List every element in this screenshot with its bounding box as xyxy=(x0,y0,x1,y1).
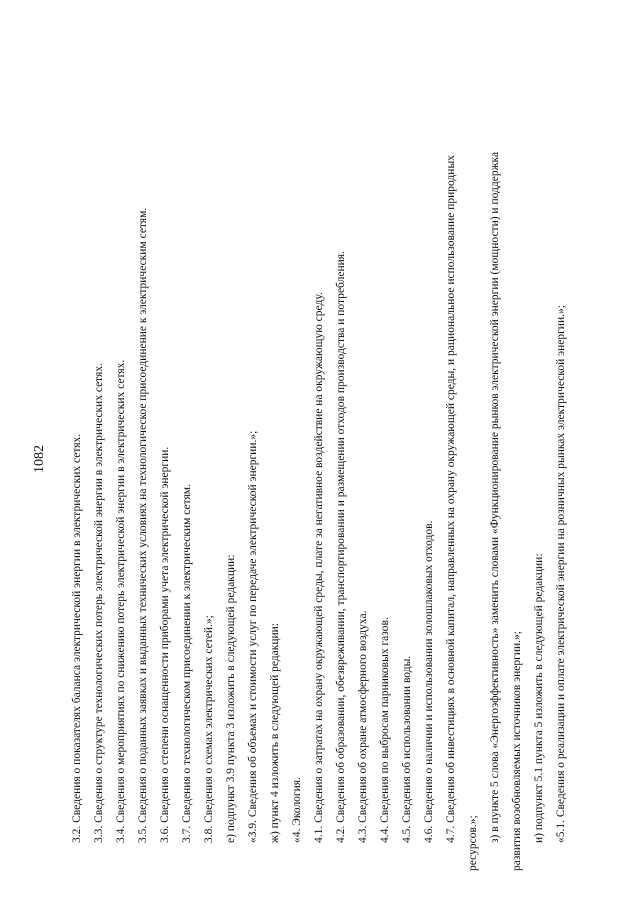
text-line-4-4: 4.4. Сведения по выбросам парниковых газов. xyxy=(379,617,391,843)
text-line-3-5: 3.5. Сведения о поданных заявках и выданных технических условиях на технологическое присоединение к электрическим сетям. xyxy=(137,207,149,843)
text-line-4-1: 4.1. Сведения о затратах на охрану окружающей среды, плате за негативное воздействие на окружающую среду. xyxy=(313,292,325,843)
text-line-amend-zh: ж) пункт 4 изложить в следующей редакции: xyxy=(269,623,281,843)
text-line-4-7: 4.7. Сведения об инвестициях в основной капитал, направленных на охрану окружающей среды, и рациональное использование природных xyxy=(445,155,457,843)
page-number: 1082 xyxy=(32,445,47,473)
text-line-amend-i: и) подпункт 5.1 пункта 5 изложить в следующей редакции: xyxy=(533,553,545,843)
text-line-4-3: 4.3. Сведения об охране атмосферного воздуха. xyxy=(357,610,369,843)
text-line-4: «4. Экология. xyxy=(291,777,303,843)
text-line-3-6: 3.6. Сведения о степени оснащенности приборами учета электрической энергии. xyxy=(159,446,171,843)
text-line-4-7-cont: ресурсов.»; xyxy=(467,815,479,871)
text-line-3-7: 3.7. Сведения о технологическом присоединении к электрическим сетям. xyxy=(181,484,193,843)
text-line-3-3: 3.3. Сведения о структуре технологических потерь электрической энергии в электрических сетях. xyxy=(93,363,105,843)
text-line-amend-e: е) подпункт 3.9 пункта 3 изложить в следующей редакции: xyxy=(225,554,237,843)
text-line-5-1: «5.1. Сведения о реализации и оплате электрической энергии на розничных рынках электрической энергии.»; xyxy=(555,305,567,843)
text-line-amend-z: з) в пункте 5 слова «Энергоэффективность» заменить словами «Функционирование рынков электрической энергии (мощности) и поддержка xyxy=(489,151,501,843)
text-line-4-5: 4.5. Сведения об использовании воды. xyxy=(401,655,413,843)
text-line-3-9: «3.9. Сведения об объемах и стоимости услуг по передаче электрической энергии.»; xyxy=(247,430,259,843)
text-line-3-8: 3.8. Сведения о схемах электрических сетей.»; xyxy=(203,615,215,843)
text-line-4-2: 4.2. Сведения об образовании, обезвреживании, транспортировании и размещении отходов производства и потребления. xyxy=(335,251,347,843)
text-line-amend-z-cont: развития возобновляемых источников энергии.»; xyxy=(511,631,523,871)
text-line-3-2: 3.2. Сведения о показателях баланса электрической энергии в электрических сетях. xyxy=(71,433,83,843)
text-line-3-4: 3.4. Сведения о мероприятиях по снижению потерь электрической энергии в электрических сетях. xyxy=(115,359,127,843)
text-line-4-6: 4.6. Сведения о наличии и использовании золошлаковых отходов. xyxy=(423,520,435,843)
